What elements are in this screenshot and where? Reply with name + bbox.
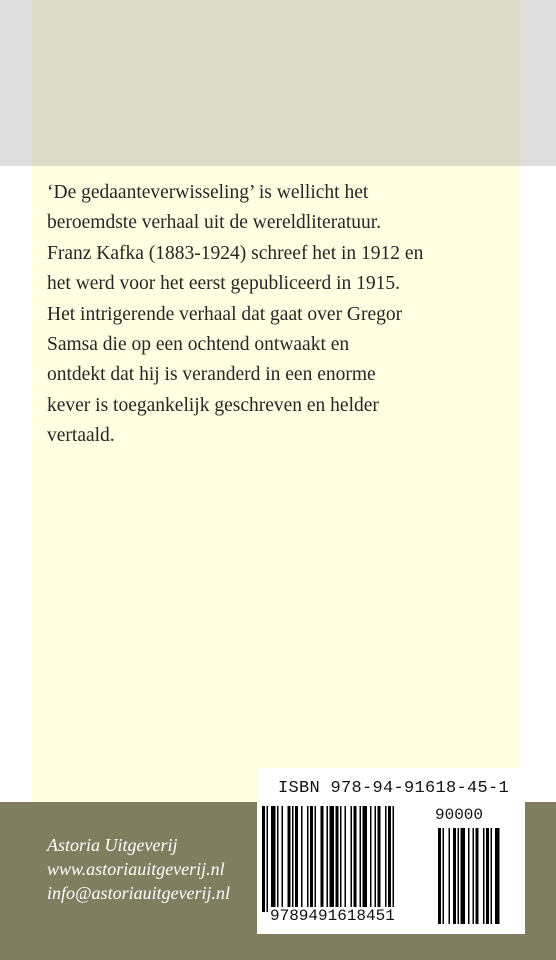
- barcode-addon-bar: [458, 828, 460, 924]
- barcode-addon-bar: [449, 828, 451, 924]
- blurb-line: het werd voor het eerst gepubliceerd in 1915.: [47, 273, 401, 295]
- publisher-website: www.astoriauitgeverij.nl: [47, 859, 225, 879]
- barcode-bar: [378, 806, 381, 912]
- blurb-line: ‘De gedaanteverwisseling’ is wellicht het: [47, 182, 369, 203]
- barcode-bar: [336, 806, 339, 912]
- barcode-bar: [393, 806, 395, 912]
- barcode-bar: [375, 806, 377, 912]
- barcode-addon-bar: [468, 828, 470, 924]
- blurb-line: Samsa die op een ochtend ontwaakt en: [47, 334, 350, 356]
- barcode-bar: [295, 806, 298, 912]
- blurb-line: ontdekt dat hij is veranderd in een enorme: [47, 364, 376, 386]
- barcode-addon-bar: [473, 828, 475, 924]
- barcode-bar: [370, 806, 372, 912]
- barcode-bar: [301, 806, 303, 912]
- barcode-bar: [360, 806, 362, 912]
- barcode-bar: [282, 806, 284, 912]
- barcode-addon-bar: [443, 828, 445, 924]
- barcode-bar: [354, 806, 357, 912]
- top-band-tint: [32, 0, 520, 166]
- back-cover-blurb: [47, 178, 487, 452]
- barcode-bar: [363, 806, 368, 912]
- barcode-bar: [307, 806, 309, 912]
- barcode-bar: [330, 806, 335, 912]
- barcode-bar: [321, 806, 324, 912]
- barcode-bar: [288, 806, 291, 912]
- barcode-addon-bar: [491, 828, 493, 924]
- publisher-email: info@astoriauitgeverij.nl: [47, 883, 231, 903]
- barcode-addon-bar: [483, 828, 485, 924]
- publisher-name: Astoria Uitgeverij: [47, 835, 178, 855]
- barcode-addon-bar: [438, 828, 441, 924]
- barcode-addon-bar: [495, 828, 500, 924]
- barcode-bar: [340, 806, 342, 912]
- barcode-bar: [262, 806, 265, 912]
- barcode-addon-bar: [453, 828, 456, 924]
- barcode-bar: [292, 806, 294, 912]
- barcode-bar: [310, 806, 313, 912]
- isbn-ean-digits: 9789491618451: [270, 907, 395, 925]
- publisher-info: [47, 833, 230, 905]
- barcode-addon-bar: [476, 828, 479, 924]
- barcode-bar: [315, 806, 317, 912]
- isbn-barcode-box: [257, 768, 525, 934]
- barcode-bar: [388, 806, 391, 912]
- isbn-label: ISBN 978-94-91618-45-1: [278, 779, 510, 798]
- barcode-bar: [345, 806, 347, 912]
- barcode-addon-bar: [486, 828, 489, 924]
- right-margin: [520, 166, 556, 802]
- blurb-line: kever is toegankelijk geschreven en helder: [47, 394, 379, 416]
- blurb-line: Het intrigerende verhaal dat gaat over Gregor: [47, 303, 403, 325]
- blurb-line: beroemdste verhaal uit de wereldliteratuur.: [47, 212, 382, 234]
- barcode-bar: [327, 806, 329, 912]
- left-margin: [0, 166, 32, 802]
- barcode-bar: [271, 806, 276, 912]
- isbn-addon-digits: 90000: [435, 806, 484, 824]
- barcode-bar: [277, 806, 279, 912]
- barcode-bar: [385, 806, 387, 912]
- barcode-bar: [267, 806, 269, 912]
- barcode-addon-bar: [461, 828, 466, 924]
- blurb-line: vertaald.: [47, 425, 115, 447]
- blurb-line: Franz Kafka (1883-1924) schreef het in 1912 en: [47, 242, 424, 264]
- barcode-bar: [351, 806, 353, 912]
